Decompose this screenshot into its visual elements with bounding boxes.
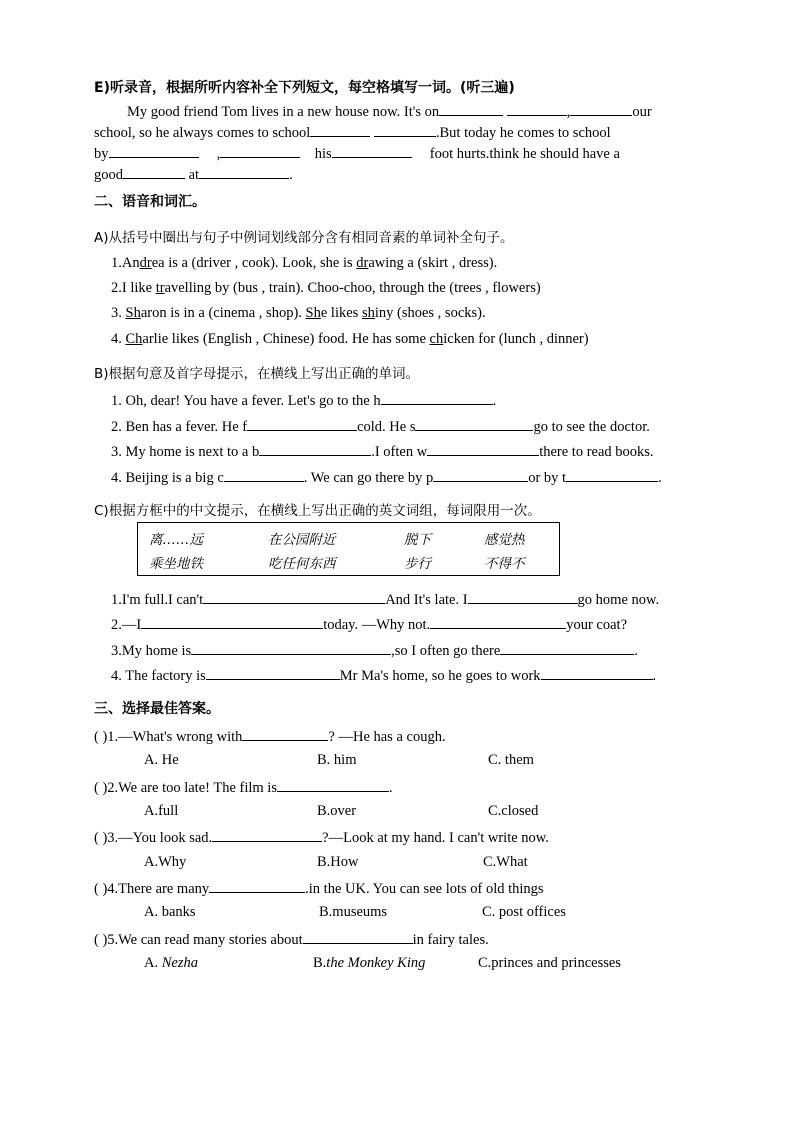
blank[interactable]	[212, 826, 322, 842]
blank[interactable]	[209, 877, 305, 893]
blank[interactable]	[332, 142, 412, 158]
box-phrase: 步行	[404, 556, 431, 572]
question-4: ( )4.There are many .in the UK. You can see lots of old things	[94, 877, 544, 899]
box-phrase: 感觉热	[484, 532, 525, 548]
option-c[interactable]: C.What	[483, 854, 528, 870]
box-phrase: 在公园附近	[268, 532, 336, 548]
blank[interactable]	[141, 613, 323, 629]
blank[interactable]	[415, 415, 533, 431]
blank[interactable]	[507, 100, 567, 116]
part-c-sentence-3: 3.My home is ,so I often go there .	[111, 639, 638, 661]
section-2-title: 二、语音和词汇。	[94, 194, 206, 210]
option-b[interactable]: B.museums	[319, 904, 388, 920]
box-phrase: 乘坐地铁	[149, 556, 203, 572]
blank[interactable]	[109, 142, 199, 158]
blank[interactable]	[203, 588, 385, 604]
option-b[interactable]: B.the Monkey King	[313, 955, 426, 971]
option-a[interactable]: A.full	[144, 803, 179, 819]
blank[interactable]	[123, 163, 185, 179]
blank[interactable]	[220, 142, 300, 158]
option-b[interactable]: B.over	[317, 803, 357, 819]
blank[interactable]	[259, 440, 371, 456]
blank[interactable]	[277, 776, 389, 792]
box-phrase: 脱下	[404, 532, 431, 548]
passage-line-1: My good friend Tom lives in a new house now. It's on , our	[127, 100, 652, 122]
part-b-title: B)根据句意及首字母提示，在横线上写出正确的单词。	[94, 366, 420, 382]
box-phrase: 离……远	[149, 532, 203, 548]
box-phrase: 不得不	[484, 556, 525, 572]
blank[interactable]	[242, 725, 328, 741]
blank[interactable]	[206, 664, 340, 680]
part-c-sentence-2: 2.—I today. —Why not. your coat?	[111, 613, 627, 635]
question-5: ( )5.We can read many stories about in fairy tales.	[94, 928, 489, 950]
section-3-title: 三、选择最佳答案。	[94, 701, 220, 717]
blank[interactable]	[433, 466, 528, 482]
part-b-sentence-1: 1. Oh, dear! You have a fever. Let's go to the h .	[111, 389, 496, 411]
blank[interactable]	[199, 163, 289, 179]
blank[interactable]	[224, 466, 304, 482]
question-2: ( )2.We are too late! The film is .	[94, 776, 393, 798]
blank[interactable]	[427, 440, 539, 456]
section-e-title: E)听录音，根据所听内容补全下列短文，每空格填写一词。(听三遍)	[94, 80, 515, 96]
part-a-sentence-4: 4. Charlie likes (English , Chinese) food. He has some chicken for (lunch , dinner)	[111, 331, 589, 347]
blank[interactable]	[310, 121, 370, 137]
part-a-sentence-3: 3. Sharon is in a (cinema , shop). She likes shiny (shoes , socks).	[111, 305, 486, 321]
part-a-sentence-2: 2.I like travelling by (bus , train). Choo-choo, through the (trees , flowers)	[111, 280, 541, 296]
part-b-sentence-4: 4. Beijing is a big c . We can go there by p or by t .	[111, 466, 662, 488]
part-b-sentence-2: 2. Ben has a fever. He f cold. He s go to see the doctor.	[111, 415, 650, 437]
option-c[interactable]: C. them	[488, 752, 534, 768]
blank[interactable]	[541, 664, 653, 680]
question-1: ( )1.—What's wrong with ? —He has a cough.	[94, 725, 446, 747]
option-b[interactable]: B.How	[317, 854, 359, 870]
blank[interactable]	[381, 389, 493, 405]
part-c-sentence-4: 4. The factory is Mr Ma's home, so he goes to work .	[111, 664, 656, 686]
part-c-sentence-1: 1.I'm full.I can't And It's late. I go home now.	[111, 588, 659, 610]
passage-line-2: school, so he always comes to school .But today he comes to school	[94, 121, 611, 143]
option-a[interactable]: A. He	[144, 752, 179, 768]
part-a-title: A)从括号中圈出与句子中例词划线部分含有相同音素的单词补全句子。	[94, 230, 514, 246]
blank[interactable]	[468, 588, 578, 604]
part-b-sentence-3: 3. My home is next to a b .I often w there to read books.	[111, 440, 654, 462]
passage-line-4: good at .	[94, 163, 293, 185]
box-phrase: 吃任何东西	[268, 556, 336, 572]
blank[interactable]	[500, 639, 634, 655]
blank[interactable]	[247, 415, 357, 431]
option-a[interactable]: A. banks	[144, 904, 196, 920]
blank[interactable]	[374, 121, 436, 137]
part-c-title: C)根据方框中的中文提示，在横线上写出正确的英文词组，每词限用一次。	[94, 503, 541, 519]
blank[interactable]	[303, 928, 413, 944]
blank[interactable]	[570, 100, 632, 116]
question-3: ( )3.—You look sad. ?—Look at my hand. I can't write now.	[94, 826, 549, 848]
passage-line-3: by , his foot hurts.think he should have a	[94, 142, 700, 164]
part-a-sentence-1: 1.Andrea is a (driver , cook). Look, she is drawing a (skirt , dress).	[111, 255, 498, 271]
option-c[interactable]: C.princes and princesses	[478, 955, 621, 971]
option-c[interactable]: C. post offices	[482, 904, 566, 920]
blank[interactable]	[566, 466, 658, 482]
blank[interactable]	[430, 613, 566, 629]
option-b[interactable]: B. him	[317, 752, 357, 768]
blank[interactable]	[191, 639, 391, 655]
option-c[interactable]: C.closed	[488, 803, 539, 819]
option-a[interactable]: A.Why	[144, 854, 187, 870]
blank[interactable]	[439, 100, 503, 116]
option-a[interactable]: A. Nezha	[144, 955, 198, 971]
